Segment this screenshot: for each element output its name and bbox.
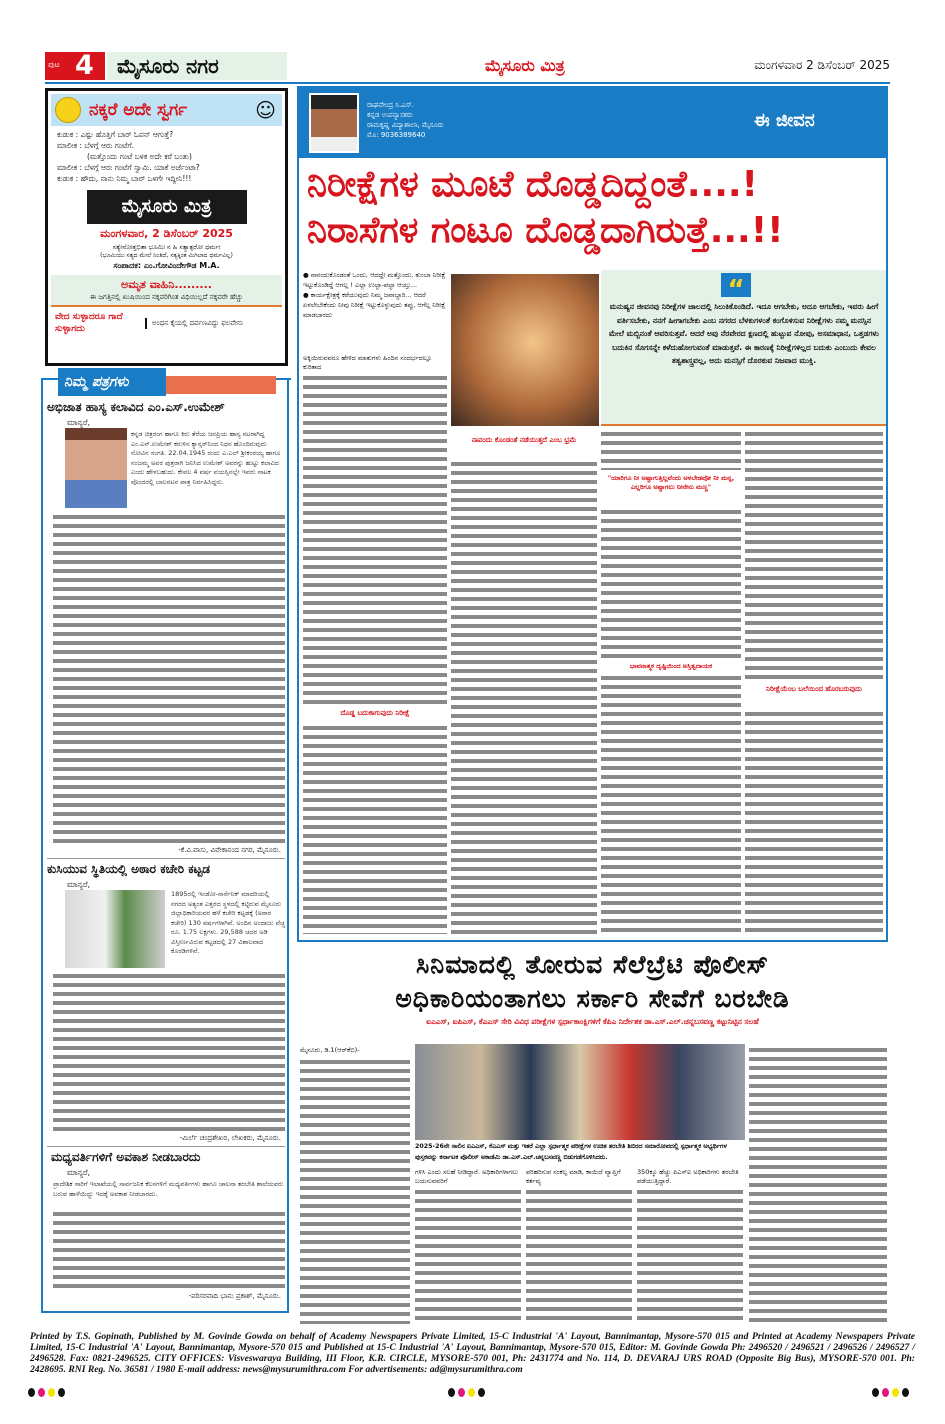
subhead: ನಿರೀಕ್ಷೆಯೆಂಬ ಬಲೆಯಿಂದ ಹೊರಬರುವುದು bbox=[766, 685, 862, 693]
news-headline bbox=[297, 948, 888, 1028]
author-band bbox=[299, 88, 886, 158]
letters-column bbox=[41, 374, 289, 1313]
page-number-badge bbox=[45, 52, 105, 80]
letter-body: 1895ರಲ್ಲಿ ಇಂಡೋ-ಸಾರ್ಸೆನಿಕ್ ಮಾದರಿಯಲ್ಲಿ ನಗರದ ಅತ್ಯಂತ ಎತ್ತರದ ಸ್ಥಳದಲ್ಲಿ ಕಟ್ಟಿರುವ ಮೈಸೂರು ಜಿಲ್ಲಾಧಿಕಾರಿಯವರ ಹಳೆ ಕಚೇರಿ ಕಟ್ಟಡಕ್ಕೆ (ಅಠಾರ ಕಚೇರಿ) 130 ವರ್ಷಗಳಾಗಿವೆ. ಅಂದಿನ ಅಂದಾಜು ವೆಚ್ಚ ರೂ. 1.75 ಲಕ್ಷಗಳು. 29,588 ಚದರ ಅಡಿ ವಿಸ್ತೀರ್ಣವಿರುವ ಕಟ್ಟಡದಲ್ಲಿ 27 ವಿಶಾಲವಾದ ಕೊಠಡಿಗಳಿವೆ. bbox=[171, 890, 286, 955]
news-headline-line-2: ಅಧಿಕಾರಿಯಂತಾಗಲು ಸರ್ಕಾರಿ ಸೇವೆಗೆ ಬರಬೇಡಿ bbox=[395, 984, 790, 1013]
page-header bbox=[45, 50, 890, 84]
bullet-item: ● ಕಾರ್ಯಕ್ಷೇತ್ರಕ್ಕೆ ಕರೆಯುವುದು ನಿಮ್ಮ ಜವಾಬ್ದಾರಿ... ಆದರೆ ಏಳಲೇಬೇಕೆಂದು ನೀವು ನಿರೀಕ್ಷೆ ಇಟ್ಟುಕೊಳ್ಳುವುದು ತಪ್ಪು, ಆಗೆಲ್ಲ ನಿರೀಕ್ಷೆ ಮಾಡಬಾರದು bbox=[303, 291, 446, 319]
article-text-block bbox=[601, 508, 741, 658]
joke-line: ಮಾಲೀಕ : ಬೆಳಗ್ಗೆ ಆರು ಗಂಟೆಗೆ ಸ್ವಾಮಿ. ಯಾಕೆ ಅರ್ಜೆಂಟಾ? bbox=[57, 163, 200, 172]
laughing-emoji-icon bbox=[55, 97, 81, 123]
news-text-block bbox=[415, 1188, 521, 1324]
logo-date: ಮಂಗಳವಾರ, 2 ಡಿಸೆಂಬರ್ 2025 bbox=[100, 227, 233, 240]
letter-signoff: -ಮಿರ್ಲೆ ಚಂದ್ರಶೇಖರ, ಲೇಖಕರು, ಮೈಸೂರು. bbox=[179, 1134, 281, 1142]
building-photo bbox=[65, 890, 165, 968]
author-name: ರಾಘವೇಂದ್ರ ಸಿ.ಎಸ್. bbox=[367, 101, 415, 109]
letter-salutation: ಮಾನ್ಯರೆ, bbox=[67, 880, 91, 889]
joke-title-bar bbox=[51, 94, 282, 126]
news-dateline: ಮೈಸೂರು, ಡಿ.1(ಆರ್‌ಕೆಬಿ)- bbox=[300, 1046, 360, 1054]
imprint-footer: Printed by T.S. Gopinath, Published by M. Govinde Gowda on behalf of Academy Newspapers Private Limited, 15-C Industrial 'A' Layout, Bannimantap, Mysore-570 015 and Printed at Academy Newspapers Private Limited, 15-C Industrial 'A' Layout, Bannimantap, Mysore-570 015 and Published at 15-C Industrial 'A' Layout, Bannimantap, Mysore-570 015, Editor: M. Govinde Gowda Ph: 2496520 / 2496521 / 2496526 / 2496527 / 2496528. Fax: 0821-2496525. CITY OFFICES: Visveswaraya Building, III Floor, K.R. CIRCLE, MYSORE-570 001, Ph: 2431774 and No. 114, D. DEVARAJ URS ROAD (Opposite Big Bus), MYSORE-570 001. Ph: 2428695. RNI Reg. No. 36581 / 1980 E-mail address: news@mysurumithra.com For advertisements: ad@mysurumithra.com bbox=[30, 1331, 915, 1375]
page-number: 4 bbox=[75, 50, 94, 81]
letter-text-block bbox=[53, 513, 285, 843]
quote-box bbox=[601, 270, 886, 426]
header-date: ಮಂಗಳವಾರ 2 ಡಿಸೆಂಬರ್ 2025 bbox=[754, 58, 890, 72]
article-text-block bbox=[745, 430, 883, 680]
letter-salutation: ಮಾನ್ಯರೆ, bbox=[67, 418, 91, 427]
article-text-block bbox=[601, 674, 741, 934]
joke-box bbox=[45, 88, 288, 366]
joke-line: ಮಾಲೀಕ : ಬೆಳಗ್ಗೆ ಆರು ಗಂಟೆಗೆ. bbox=[57, 141, 135, 150]
masthead: ಮೈಸೂರು ಮಿತ್ರ bbox=[485, 56, 565, 75]
news-text-block bbox=[300, 1058, 410, 1324]
bullet-item: ● ನಾನಂದುಕೊಂಡಂತೆ ಒಂದು, ಆದದ್ದೇ ಮತ್ತೊಂದು, ತುಂಬಾ ನಿರೀಕ್ಷೆ ಇಟ್ಟುಕೊಂಡಿದ್ದೆ ಆಗಲ್ಲ ! ಎಲ್ಲಾ ಉಲ್ಟಾ-ಪಲ್ಟಾ ಆಯ್ತು... bbox=[303, 271, 446, 289]
pull-quote: ಮನುಷ್ಯನ ಜೀವನವು ನಿರೀಕ್ಷೆಗಳ ಜಾಲದಲ್ಲಿ ಸಿಲುಕಿಕೊಂಡಿದೆ. ಇದೂ ಆಗಬೇಕು, ಅದೂ ಆಗಬೇಕು, ಇವರು ಹೀಗೆ ವರ್ತಿಸಬೇಕು, ನನಗೆ ಹೀಗಾಗಬೇಕು ಎಂಬ ನಗರದ ಬೆಳಕುಗಳಂತೆ ಕಂಗೊಳಿಸುವ ನಿರೀಕ್ಷೆಗಳು ನಮ್ಮ ಮನಸ್ಸಿನ ಮೇಲೆ ಮಬ್ಬಿನಂತೆ ಆವರಿಸುತ್ತವೆ. ಆದರೆ ಅವು ನೆರವೇರದ ಕ್ಷಣದಲ್ಲಿ ಹುಟ್ಟುವ ನೋವು, ಅಸಮಾಧಾನ, ಒತ್ತಡಗಳು ಬದುಕಿನ ಸೊಗಸನ್ನೇ ಕಳೆದುಹೋಗುವಂತೆ ಮಾಡುತ್ತವೆ. ಈ ಕಾರಣಕ್ಕೆ ನಿರೀಕ್ಷೆಗಳಿಲ್ಲದ ಬದುಕು ಎಂಬುದು ಕೇವಲ ತತ್ವಶಾಸ್ತ್ರವಲ್ಲ, ಅದು ಮನಸ್ಸಿಗೆ ದೊರಕುವ ನಿಜವಾದ ಮುಕ್ತಿ. bbox=[609, 302, 879, 365]
amruta-text: ಈ ಜಗತ್ತಿನಲ್ಲಿ ಖುಷಿಯಿಂದ ನಕ್ಕವರಿಗಿಂತ ವಿಧಿಯಿಲ್ಲದೆ ನಕ್ಕವರೇ ಹೆಚ್ಚು bbox=[90, 293, 243, 301]
letter-body: ಕನ್ನಡ ಚಿತ್ರರಂಗ ಹಾಗೂ ಕಿರು ತೆರೆಯ ಜನಪ್ರಿಯ ಹಾಸ್ಯ ನಟರಾಗಿದ್ದ ಎಂ.ಎಸ್.ಉಮೇಶ್ ಕರುಳಿನ ಕ್ಯಾನ್ಸರ್‌ನಿಂದ ನಿಧನ ಹೊಂದಿರುವುದು ನೋವಿನ ಸಂಗತಿ. 22.04.1945 ರಂದು ಎ.ಎಲ್ ಶ್ರೀಕಂಠಯ್ಯ ಹಾಗೂ ನಂಜಮ್ಮ ಅವರ ಪುತ್ರರಾಗಿ ಜನಿಸಿದ ಉಮೇಶ್ ಅವರನ್ನು ಹುಟ್ಟು ಕಲಾವಿದ ಎಂದು ಹೇಳಬಹುದು. ಕೇವಲ 4 ವರ್ಷ ವಯಸ್ಸಿನಲ್ಲೇ ಇವರು ನಾಟಕ ವೊಂದರಲ್ಲಿ ಬಾಲನಟನ ಪಾತ್ರ ನಿರ್ವಹಿಸಿದ್ದರು. bbox=[131, 430, 281, 486]
news-subhead: ಐಎಎಸ್, ಐಪಿಎಸ್, ಕೆಎಎಸ್ ಸೇರಿ ವಿವಿಧ ಪರೀಕ್ಷೆಗಳ ಸ್ಪರ್ಧಾಕಾಂಕ್ಷಿಗಳಿಗೆ ಕೆಪಿಎ ನಿರ್ದೇಶಕ ಡಾ.ಎಸ್.ಎಲ್.ಚನ್ನಬಸವಣ್ಣ ಕಟ್ಟುನಿಟ್ಟಿನ ಸಲಹೆ bbox=[426, 1017, 759, 1026]
amruta-vahini bbox=[51, 275, 282, 307]
bullet-text: ನಾನಂದುಕೊಂಡಂತೆ ಒಂದು, ಆದದ್ದೇ ಮತ್ತೊಂದು, ತುಂಬಾ ನಿರೀಕ್ಷೆ ಇಟ್ಟುಕೊಂಡಿದ್ದೆ ಆಗಲ್ಲ ! ಎಲ್ಲಾ ಉಲ್ಟಾ-ಪಲ್ಟಾ ಆಯ್ತು... bbox=[303, 271, 446, 289]
news-text-block bbox=[637, 1188, 743, 1324]
news-photo-caption: 2025-26ನೇ ಸಾಲಿನ ಐಎಎಸ್, ಕೆಎಎಸ್ ಮತ್ತು ಇತರೆ ಎಲ್ಲಾ ಸ್ಪರ್ಧಾತ್ಮಕ ಪರೀಕ್ಷೆಗಳ ಉಚಿತ ತರಬೇತಿ ಶಿಬಿರದ ಸಮಾರೋಪದಲ್ಲಿ ಸ್ಪರ್ಧಾತ್ಮಕ ಅಭ್ಯರ್ಥಿಗಳ ಪುಸ್ತಕವನ್ನು ಕರ್ನಾಟಕ ಪೊಲೀಸ್ ಅಕಾಡೆಮಿ ಡಾ.ಎಸ್.ಎಲ್.ಚನ್ನಬಸವಣ್ಣ ಬಿಡುಗಡೆಗೊಳಿಸಿದರು. bbox=[415, 1143, 727, 1161]
subhead: ನಾವಂದು ಕೊಂಡಂತೆ ನಡೆಯುತ್ತದೆ ಎಂಬ ಭ್ರಮೆ bbox=[471, 436, 577, 444]
subhead: ಭಾವನಾತ್ಮಕ ದೃಷ್ಟಿಯಿಂದ ಅಸ್ತಿತ್ವದಾಯಕ bbox=[629, 662, 713, 670]
article-text-block bbox=[303, 724, 447, 934]
author-info bbox=[367, 100, 444, 140]
news-text-block bbox=[526, 1188, 632, 1324]
proverb bbox=[51, 311, 282, 335]
registration-marks-left bbox=[28, 1388, 65, 1397]
news-text: ಗಳಿಸಿ ಎಂದು ಸಲಹೆ ನೀಡಿದ್ದಾರೆ. ಅಧಿಕಾರಿಗಳಾಗಲು ಬಯಸುವವರಿಗೆ bbox=[415, 1168, 519, 1185]
article-text-block bbox=[303, 374, 447, 704]
news-text: 350ಕ್ಕೂ ಹೆಚ್ಚು ಪಿಎಸ್‌ಐ ಅಧಿಕಾರಿಗಳು ತರಬೇತಿ ಪಡೆಯುತ್ತಿದ್ದಾರೆ. bbox=[637, 1168, 739, 1185]
news-text: ಪರಿಹರಿಸುವ ಸಂಕಲ್ಪ ಮಾಡಿ, ಕಾಯಿದೆ ವ್ಯಾಪ್ತಿಗೆ ಕರ್ತವ್ಯ bbox=[526, 1168, 621, 1185]
motto: ಸತ್ಯೇನೋತ್ತಭಿತಾ ಭೂಮಿಃ ನ ಹಿ ಸತ್ಯಾತ್ಪರೋ ಧರ್ಮಃ bbox=[112, 243, 221, 251]
joke-line: ಕುಡುಕ : ಹೌದು, ನಾನು ನಿಮ್ಮ ಬಾರ್ ಒಳಗೇ ಇದ್ದೀನಿ!!! bbox=[57, 174, 192, 183]
news-photo bbox=[415, 1044, 745, 1140]
article-text-block bbox=[451, 460, 597, 934]
letter-salutation: ಮಾನ್ಯರೆ, bbox=[67, 1168, 91, 1177]
mysuru-mitra-logo: ಮೈಸೂರು ಮಿತ್ರ bbox=[87, 190, 247, 224]
news-text-block bbox=[749, 1046, 887, 1324]
intro-text: ಅಕ್ಕಿಯಿರುವವರೂ ಹೇಳಿದ ಮಾತುಗಳು ಹಿಂದಿನ ಸಂದರ್ಭದಲ್ಲೂ ಕುರಿತಾದ bbox=[303, 354, 432, 371]
subhead: ದೊಡ್ಡ ಬದುಕಾಗುವುದು ನಿರೀಕ್ಷೆ bbox=[340, 709, 410, 717]
author-role: ಕನ್ನಡ ಉಪನ್ಯಾಸಕರು bbox=[367, 111, 413, 119]
news-headline-line-1: ಸಿನಿಮಾದಲ್ಲಿ ತೋರುವ ಸೆಲೆಬ್ರೆಟಿ ಪೊಲೀಸ್ bbox=[416, 950, 769, 979]
letter-title: ಮಧ್ಯವರ್ತಿಗಳಿಗೆ ಅವಕಾಶ ನೀಡಬಾರದು bbox=[51, 1150, 201, 1164]
joke-line: ಕುಡುಕ : ಎಷ್ಟು ಹೊತ್ತಿಗೆ ಬಾರ್ ಓಪನ್ ಆಗುತ್ತೆ? bbox=[57, 130, 174, 139]
cartoon-icon: ☺ bbox=[255, 98, 276, 122]
highlight-bullets bbox=[303, 270, 453, 320]
registration-marks-center bbox=[448, 1388, 485, 1397]
registration-marks-right bbox=[872, 1388, 909, 1397]
letter-body: ಪ್ರಾದೇಶಿಕ ಸಾರಿಗೆ ಇಲಾಖೆಯಲ್ಲಿ ಸಾರ್ವಜನಿಕ ಕೆಲಸಗಳಿಗೆ ಮಧ್ಯವರ್ತಿಗಳು ಹಾಗೂ ಚಾಲನಾ ತರಬೇತಿ ಶಾಲೆಯವರು ಬರುವ ಹಾಳೆಯಿದ್ದು ಇದಕ್ಕೆ ಅವಕಾಶ ನೀಡಬಾರದು. bbox=[53, 1180, 284, 1198]
letter-text-block bbox=[53, 972, 285, 1132]
amruta-title: ಅಮೃತ ವಾಹಿನಿ......... bbox=[121, 278, 212, 291]
author-photo bbox=[309, 93, 359, 153]
article-text-block bbox=[601, 430, 741, 470]
section-title: ಮೈಸೂರು ನಗರ bbox=[107, 52, 287, 80]
letter-title: ಅಭಿಜಾತ ಹಾಸ್ಯ ಕಲಾವಿದ ಎಂ.ಎಸ್.ಉಮೇಶ್ bbox=[47, 400, 225, 414]
editor-credit: ಸಂಪಾದಕ: ಎಂ.ಗೋವಿಂದೇಗೌಡ M.A. bbox=[113, 261, 220, 270]
proverb-right: ಅಂಧನ ಕೈಯಲ್ಲಿ ದರ್ಪಣವಿದ್ದು ಫಲವೇನು bbox=[145, 318, 245, 329]
headline-line-2: ನಿರಾಸೆಗಳ ಗಂಟೂ ದೊಡ್ಡದಾಗಿರುತ್ತೆ...!! bbox=[307, 210, 784, 251]
headline-line-1: ನಿರೀಕ್ಷೆಗಳ ಮೂಟೆ ದೊಡ್ಡದಿದ್ದಂತೆ....! bbox=[307, 164, 758, 205]
letter-signoff: -ಪರಿಸರವಾದಿ ಭಾನು ಪ್ರಕಾಶ್, ಮೈಸೂರು. bbox=[188, 1292, 281, 1300]
bullet-text: ಕಾರ್ಯಕ್ಷೇತ್ರಕ್ಕೆ ಕರೆಯುವುದು ನಿಮ್ಮ ಜವಾಬ್ದಾರಿ... ಆದರೆ ಏಳಲೇಬೇಕೆಂದು ನೀವು ನಿರೀಕ್ಷೆ ಇಟ್ಟುಕೊಳ್ಳುವುದು ತಪ್ಪು, ಆಗೆಲ್ಲ ನಿರೀಕ್ಷೆ ಮಾಡಬಾರದು bbox=[303, 291, 446, 319]
page-label: ಪುಟ bbox=[48, 60, 60, 69]
motto-meaning: (ಭೂಮಿಯು ಸತ್ಯದ ಮೇಲೆ ನಿಂತಿದೆ, ಸತ್ಯಕ್ಕಿಂತ ಮಿಗಿಲಾದ ಧರ್ಮವಿಲ್ಲ) bbox=[100, 252, 233, 259]
joke-line: (ಮತ್ತೊಂದು ಗಂಟೆ ಬಳಿಕ ಅದೇ ಕರೆ ಬಂತು) bbox=[87, 152, 192, 161]
author-phone: ಮೊ: 9036389640 bbox=[367, 131, 426, 139]
letter-text-block bbox=[53, 1210, 285, 1290]
feature-article bbox=[297, 86, 888, 942]
umesh-photo bbox=[65, 428, 127, 508]
article-text-block bbox=[745, 710, 883, 934]
proverb-left: ವೇದ ಸುಳ್ಳಾದರೂ ಗಾದೆ ಸುಳ್ಳಾಗದು bbox=[55, 312, 123, 334]
subhead: "ಯಾರಿಗೂ ನೀ ಅಷ್ಟಾಗುತ್ತಿಲ್ಲವೆಂದು ಅಳಬೇಡವೋ ನೀ ಮನ್ನ, ಎಲ್ಲರಿಗೂ ಅಷ್ಟಾಗಲು ನೀನೇನು ಮಣ್ಣ" bbox=[607, 474, 735, 491]
joke-lines bbox=[51, 126, 282, 187]
banner-bar bbox=[166, 376, 276, 394]
joke-title: ನಕ್ಕರೆ ಅದೇ ಸ್ವರ್ಗ bbox=[89, 100, 188, 120]
quote-icon: “ bbox=[721, 273, 751, 297]
column-name: ಈ ಜೀವನ bbox=[754, 110, 815, 131]
woman-photo bbox=[451, 274, 599, 426]
letter-title: ಕುಸಿಯುವ ಸ್ಥಿತಿಯಲ್ಲಿ ಅಠಾರ ಕಚೇರಿ ಕಟ್ಟಡ bbox=[47, 862, 210, 876]
letters-banner: ನಿಮ್ಮ ಪತ್ರಗಳು bbox=[58, 368, 166, 396]
letter-signoff: -ಕೆ.ವಿ.ವಾಸು, ವಿವೇಕಾನಂದ ನಗರ, ಮೈಸೂರು. bbox=[178, 846, 281, 854]
author-org: ರಾಮಕೃಷ್ಣ ವಿದ್ಯಾಶಾಲಾ, ಮೈಸೂರು bbox=[367, 121, 444, 129]
